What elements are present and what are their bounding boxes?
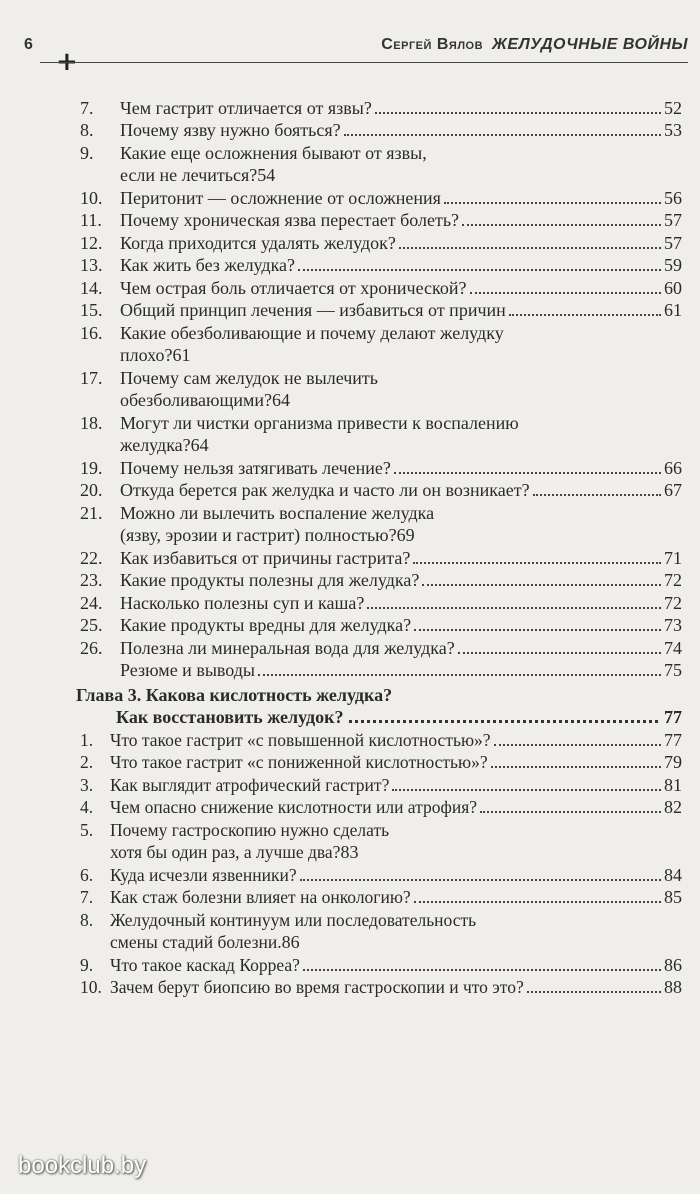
chapter-heading-continuation [80,706,682,729]
entry-title: Как выглядит атрофический гастрит? [110,774,390,795]
toc-entry [80,976,682,999]
entry-body [120,548,682,569]
entry-number: 23. [80,570,103,590]
leader-dots [367,607,661,609]
entry-number: 13. [80,255,103,275]
toc-entry [80,796,682,819]
toc-entry [80,501,682,524]
entry-title: Что такое каскад Корреа? [110,954,300,975]
toc-entry-continuation [80,524,682,547]
leader-dots [422,584,661,586]
leader-dots [344,134,661,136]
toc-entry [80,636,682,659]
entry-number: 7. [80,97,94,118]
entry-number: 5. [80,819,94,840]
entry-title: Полезна ли минеральная вода для желудка? [120,637,455,658]
entry-number: 16. [80,322,103,343]
entry-number: 12. [80,232,103,253]
toc-entry [80,818,682,841]
entry-body [120,300,682,321]
entry-number: 3. [80,774,94,795]
registration-mark-icon: + [56,47,78,77]
entry-number: 8. [80,120,94,140]
entry-page: 84 [664,864,682,885]
entry-title: Можно ли вылечить воспаление желудка [120,502,435,523]
entry-title: Чем опасно снижение кислотности или атрофия? [110,797,478,817]
toc-entry-continuation [80,931,682,954]
entry-title: Желудочный континуум или последовательность [110,909,477,930]
toc-entry [80,411,682,434]
entry-title: Когда приходится удалять желудок? [120,232,396,253]
entry-body [120,638,682,659]
entry-title: Какие еще осложнения бывают от язвы, [120,142,427,163]
table-of-contents [76,96,682,998]
toc-entry [80,479,682,502]
toc-entry [80,209,682,232]
leader-dots [533,494,661,496]
entry-title: Какие продукты вредны для желудка? [120,615,412,635]
entry-title: Почему хроническая язва перестает болеть? [120,210,460,230]
entry-number: 9. [80,142,94,163]
toc-entry [80,456,682,479]
entry-title: Как стаж болезни влияет на онкологию? [110,887,411,907]
entry-page: 57 [664,232,682,253]
entry-page: 67 [664,480,682,500]
entry-title: Что такое гастрит «с пониженной кислотностью»? [110,752,488,772]
toc-entry [80,614,682,637]
entry-number: 24. [80,592,103,613]
entry-number: 20. [80,480,103,500]
book-title: ЖЕЛУДОЧНЫЕ ВОЙНЫ [492,36,688,53]
entry-number: 22. [80,547,103,568]
toc-entry [80,863,682,886]
entry-body [110,910,682,931]
entry-number: 10. [80,187,103,208]
toc-entry [80,908,682,931]
toc-entry [80,231,682,254]
entry-body [120,98,682,119]
chapter-title-line1: Глава 3. Какова кислотность желудка? [76,684,393,705]
entry-body [110,797,682,818]
toc-entry [80,953,682,976]
leader-dots [462,224,661,226]
entry-title: Общий принцип лечения — избавиться от причин [120,300,506,320]
toc-entry [80,276,682,299]
entry-body [120,458,682,479]
toc-entry-continuation [80,344,682,367]
entry-title: Почему гастроскопию нужно сделать [110,819,390,840]
entry-number: 8. [80,909,94,930]
toc-entry [80,546,682,569]
entry-page: 53 [664,120,682,140]
leader-dots [399,247,661,249]
entry-page: 60 [664,277,682,298]
entry-body [120,390,682,411]
entry-title: Что такое гастрит «с повышенной кислотностью»? [110,729,491,750]
entry-title: плохо? [120,345,173,365]
leader-dots [444,202,661,204]
leader-dots [300,879,661,881]
entry-body [110,730,682,751]
entry-page: 79 [664,752,682,772]
leader-dots [394,472,661,474]
toc-entry [80,96,682,119]
entry-number: 6. [80,864,94,885]
chapter-page: 77 [664,707,682,727]
entry-body [110,977,682,998]
entry-title: если не лечиться? [120,165,258,185]
toc-entry [80,254,682,277]
entry-title: Откуда берется рак желудка и часто ли он возникает? [120,480,530,500]
entry-page: 57 [664,210,682,230]
entry-body [120,525,682,546]
entry-body [120,255,682,276]
toc-entry [80,569,682,592]
entry-number: 26. [80,637,103,658]
toc-entry [80,299,682,322]
entry-body [120,165,682,186]
leader-dots [298,269,661,271]
entry-page: 52 [664,97,682,118]
entry-body [120,278,682,299]
leader-dots [480,811,661,813]
chapter-title-line2: Как восстановить желудок? [116,707,344,727]
entry-number: 19. [80,457,103,478]
entry-page: 77 [664,729,682,750]
entry-body [120,323,682,344]
entry-title: Чем острая боль отличается от хронической? [120,277,467,298]
entry-body [120,143,682,164]
leader-dots [491,766,661,768]
entry-page: 54 [257,165,276,185]
entry-page: 72 [664,570,682,590]
entry-body [110,865,682,886]
toc-entry [80,751,682,774]
toc-entry-continuation [80,434,682,457]
entry-page: 66 [664,457,682,478]
leader-dots [375,112,661,114]
entry-page: 88 [664,977,682,997]
watermark: bookclub.by [18,1152,147,1179]
entry-title: хотя бы один раз, а лучше два? [110,842,341,862]
entry-title: обезболивающими? [120,390,272,410]
leader-dots [349,720,658,723]
entry-page: 59 [664,255,682,275]
entry-number: 10. [80,977,102,997]
entry-page: 82 [664,797,682,817]
entry-body [120,120,682,141]
toc-entry [80,366,682,389]
leader-dots [494,744,661,746]
entry-number: 9. [80,954,94,975]
entry-title: Какие продукты полезны для желудка? [120,570,420,590]
running-head [381,36,688,54]
entry-body [120,593,682,614]
toc-entry-continuation [80,389,682,412]
entry-body [110,955,682,976]
entry-body [110,887,682,908]
toc-entry [80,141,682,164]
leader-dots [414,629,661,631]
leader-dots [413,562,661,564]
leader-dots [458,652,661,654]
entry-title: Куда исчезли язвенники? [110,864,297,885]
entry-body [120,435,682,456]
entry-body [120,480,682,501]
entry-number: 25. [80,615,103,635]
entry-page: 74 [664,637,682,658]
entry-title: Насколько полезны суп и каша? [120,592,365,613]
entry-number: 14. [80,277,103,298]
toc-entry [80,119,682,142]
entry-page: 64 [190,435,209,455]
entry-body [120,660,682,681]
entry-page: 81 [664,774,682,795]
toc-entry [80,728,682,751]
entry-title: Почему сам желудок не вылечить [120,367,378,388]
leader-dots [258,674,661,676]
entry-title: Как избавиться от причины гастрита? [120,547,411,568]
entry-body [110,752,682,773]
entry-number: 17. [80,367,103,388]
toc-entry-continuation [80,841,682,864]
leader-dots [509,314,661,316]
entry-body [110,820,682,841]
entry-number: 11. [80,210,102,230]
toc-entry [80,659,682,682]
entry-number: 7. [80,887,94,907]
entry-body [120,210,682,231]
entry-title: Почему нельзя затягивать лечение? [120,457,391,478]
entry-title: (язву, эрозии и гастрит) полностью? [120,525,397,545]
page-header [0,30,700,77]
entry-title: Чем гастрит отличается от язвы? [120,97,372,118]
page-number: 6 [24,36,33,53]
entry-page: 86 [281,932,300,952]
entry-title: Какие обезболивающие и почему делают желудку [120,322,504,343]
leader-dots [414,901,661,903]
entry-number: 15. [80,300,103,320]
entry-body [110,775,682,796]
toc-entry [80,321,682,344]
leader-dots [392,789,661,791]
header-rule [40,62,688,63]
entry-page: 61 [664,300,682,320]
entry-title: Почему язву нужно бояться? [120,120,341,140]
entry-number: 18. [80,412,103,433]
leader-dots [527,991,661,993]
entry-title: смены стадий болезни. [110,932,282,952]
entry-number: 2. [80,752,94,772]
entry-body [120,345,682,366]
entry-body [110,842,682,863]
entry-title: Перитонит — осложнение от осложнения [120,187,441,208]
entry-body [110,932,682,953]
entry-body [120,615,682,636]
entry-page: 69 [396,525,415,545]
leader-dots [303,969,661,971]
toc-entry [80,591,682,614]
entry-title: Зачем берут биопсию во время гастроскопии и что это? [110,977,524,997]
entry-page: 75 [664,660,682,680]
toc-entry-continuation [80,164,682,187]
toc-entry [80,886,682,909]
entry-page: 85 [664,887,682,907]
entry-title: Как жить без желудка? [120,255,296,275]
entry-body [120,503,682,524]
entry-page: 72 [664,592,682,613]
toc-entry [80,773,682,796]
entry-number: 4. [80,797,94,817]
entry-title: Могут ли чистки организма привести к воспалению [120,412,519,433]
leader-dots [470,292,662,294]
entry-page: 61 [172,345,191,365]
toc-entry [80,186,682,209]
entry-page: 83 [340,842,359,862]
entry-body [120,233,682,254]
entry-number: 1. [80,729,94,750]
entry-page: 64 [271,390,290,410]
entry-page: 71 [664,547,682,568]
entry-body [120,570,682,591]
entry-body [120,188,682,209]
entry-number: 21. [80,502,103,523]
entry-page: 73 [664,615,682,635]
entry-page: 86 [664,954,682,975]
entry-title: желудка? [120,435,191,455]
entry-body [120,368,682,389]
entry-page: 56 [664,187,682,208]
chapter-heading [76,683,682,706]
entry-body [120,413,682,434]
author-name: Сергей Вялов [381,36,484,53]
entry-title: Резюме и выводы [120,660,256,680]
